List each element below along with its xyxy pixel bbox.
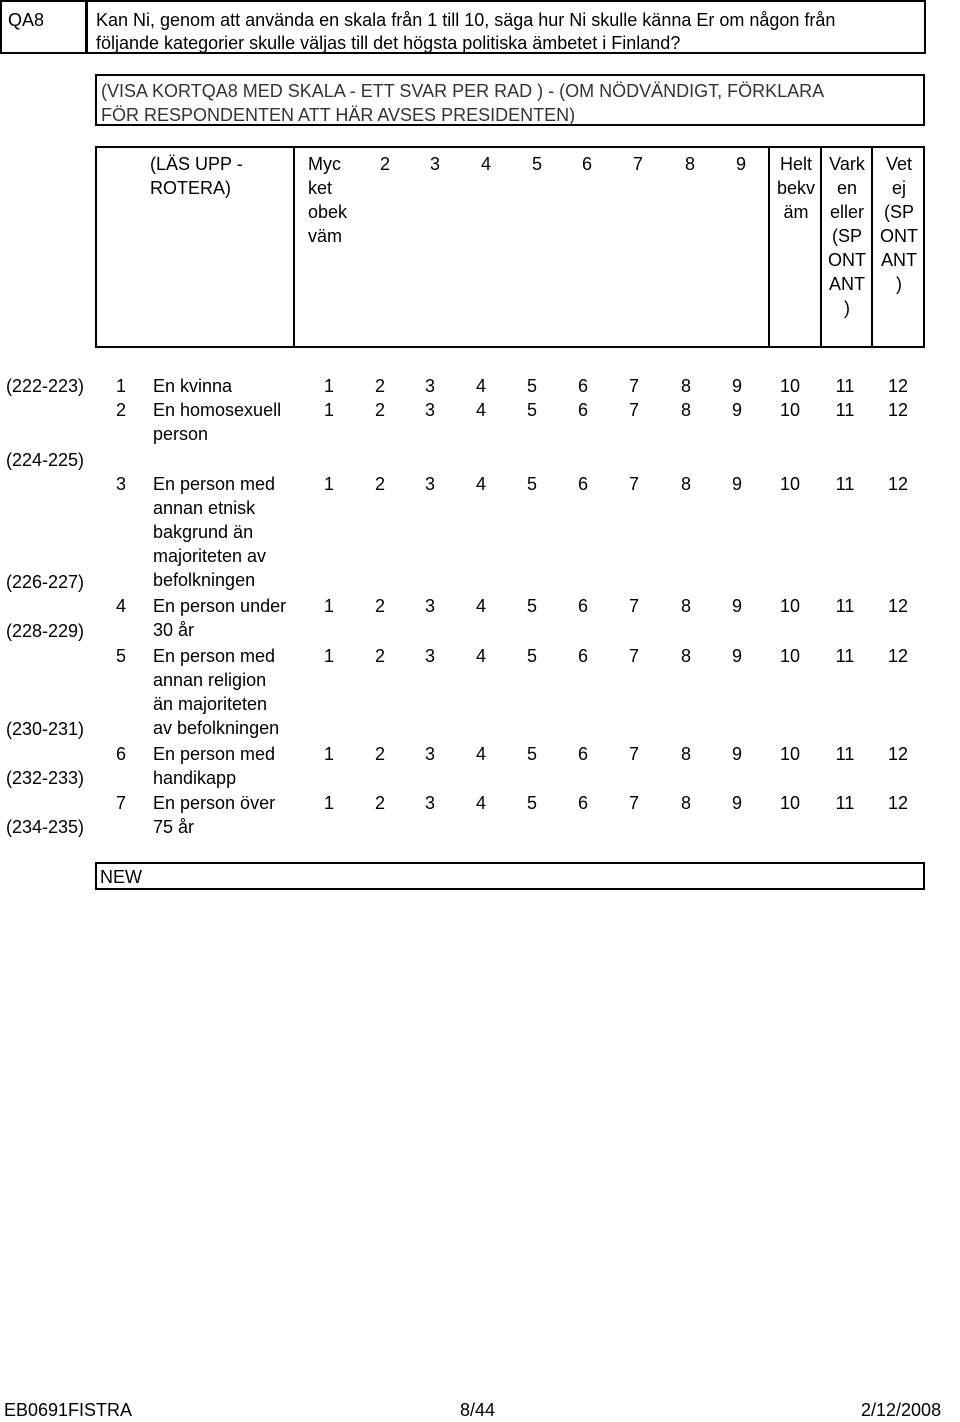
row-code: (222-223) — [6, 376, 85, 396]
answer-option[interactable]: 3 — [424, 474, 435, 494]
answer-option[interactable]: 8 — [680, 376, 691, 396]
header-line: Myc — [308, 154, 341, 174]
answer-option[interactable]: 5 — [526, 793, 537, 813]
rotate-label — [150, 152, 260, 200]
answer-option[interactable]: 11 — [835, 474, 855, 494]
answer-option[interactable]: 7 — [628, 376, 639, 396]
row-label — [153, 742, 313, 790]
row-label — [153, 374, 313, 398]
answer-option[interactable]: 2 — [374, 793, 385, 813]
answer-option[interactable]: 11 — [835, 744, 855, 764]
answer-option[interactable]: 1 — [323, 646, 334, 666]
answer-option[interactable]: 4 — [475, 793, 486, 813]
answer-option[interactable]: 2 — [374, 646, 385, 666]
row-label-line: bakgrund än — [153, 522, 254, 542]
new-label: NEW — [100, 867, 142, 887]
answer-option[interactable]: 10 — [779, 376, 801, 396]
answer-option[interactable]: 7 — [628, 596, 639, 616]
row-label-line: En person med — [153, 744, 276, 764]
answer-option[interactable]: 9 — [731, 744, 742, 764]
question-id-box — [0, 0, 87, 54]
answer-option[interactable]: 8 — [680, 596, 691, 616]
row-label-line: En kvinna — [153, 376, 233, 396]
answer-option[interactable]: 11 — [835, 646, 855, 666]
answer-option[interactable]: 4 — [475, 400, 486, 420]
answer-option[interactable]: 6 — [577, 744, 588, 764]
answer-option[interactable]: 2 — [374, 596, 385, 616]
row-label-line: befolkningen — [153, 570, 256, 590]
footer-page-number: 8/44 — [460, 1400, 496, 1420]
answer-option[interactable]: 4 — [475, 376, 486, 396]
question-id: QA8 — [8, 10, 45, 30]
header-line: Helt — [779, 154, 812, 174]
new-box — [95, 862, 925, 890]
answer-option[interactable]: 9 — [731, 400, 742, 420]
answer-option[interactable]: 1 — [323, 400, 334, 420]
header-line: eller — [829, 202, 864, 222]
answer-option[interactable]: 7 — [628, 646, 639, 666]
answer-option[interactable]: 12 — [887, 474, 909, 494]
answer-option[interactable]: 5 — [526, 744, 537, 764]
row-label-line: En person med — [153, 474, 276, 494]
rotate-label-line: (LÄS UPP - — [150, 154, 243, 174]
instruction-line1: (VISA KORTQA8 MED SKALA - ETT SVAR PER RAD ) - (OM NÖDVÄNDIGT, FÖRKLARA — [101, 81, 825, 101]
answer-option[interactable]: 8 — [680, 646, 691, 666]
answer-option[interactable]: 7 — [628, 474, 639, 494]
header-divider — [768, 146, 770, 348]
answer-option[interactable]: 3 — [424, 793, 435, 813]
answer-option[interactable]: 12 — [887, 646, 909, 666]
answer-option[interactable]: 6 — [577, 400, 588, 420]
answer-option[interactable]: 10 — [779, 400, 801, 420]
row-label-line: person — [153, 424, 209, 444]
answer-option[interactable]: 3 — [424, 376, 435, 396]
row-label-line: 75 år — [153, 817, 195, 837]
answer-option[interactable]: 12 — [887, 744, 909, 764]
answer-option[interactable]: 7 — [628, 744, 639, 764]
answer-option[interactable]: 10 — [779, 744, 801, 764]
answer-option[interactable]: 2 — [374, 376, 385, 396]
scale-number: 9 — [735, 154, 746, 174]
answer-option[interactable]: 1 — [323, 376, 334, 396]
answer-option[interactable]: 12 — [887, 400, 909, 420]
header-line: (SP — [883, 202, 914, 222]
answer-option[interactable]: 5 — [526, 400, 537, 420]
footer-doc-id: EB0691FISTRA — [4, 1400, 133, 1420]
header-line: ONT — [880, 226, 918, 246]
answer-option[interactable]: 4 — [475, 744, 486, 764]
answer-option[interactable]: 6 — [577, 646, 588, 666]
header-line: ANT — [829, 274, 865, 294]
totally-comfortable-label — [772, 152, 820, 224]
question-text-box — [86, 0, 926, 54]
row-code: (230-231) — [6, 719, 85, 739]
scale-number: 8 — [684, 154, 695, 174]
header-line: Vark — [829, 154, 865, 174]
answer-option[interactable]: 6 — [577, 793, 588, 813]
answer-option[interactable]: 2 — [374, 744, 385, 764]
header-line: Vet — [885, 154, 913, 174]
row-label-line: majoriteten av — [153, 546, 267, 566]
row-label — [153, 594, 313, 642]
very-uncomfortable-label — [308, 152, 358, 248]
answer-option[interactable]: 12 — [887, 596, 909, 616]
scale-number: 6 — [581, 154, 592, 174]
answer-option[interactable]: 9 — [731, 793, 742, 813]
row-label-line: av befolkningen — [153, 718, 280, 738]
row-label — [153, 791, 313, 839]
answer-option[interactable]: 6 — [577, 376, 588, 396]
row-number: 7 — [116, 793, 127, 813]
answer-option[interactable]: 10 — [779, 474, 801, 494]
row-label-line: En person med — [153, 646, 276, 666]
answer-option[interactable]: 10 — [779, 646, 801, 666]
row-label-line: annan etnisk — [153, 498, 256, 518]
question-text-line1: Kan Ni, genom att använda en skala från 1 till 10, säga hur Ni skulle känna Er om någon från — [96, 10, 836, 30]
row-code: (224-225) — [6, 450, 85, 470]
row-label — [153, 398, 313, 446]
row-number: 1 — [116, 376, 127, 396]
interviewer-instruction-box — [95, 74, 925, 126]
header-line: ) — [896, 274, 902, 294]
scale-number: 2 — [379, 154, 390, 174]
rotate-label-line: ROTERA) — [150, 178, 231, 198]
scale-number: 5 — [531, 154, 542, 174]
answer-option[interactable]: 1 — [323, 596, 334, 616]
header-line: ej — [891, 178, 906, 198]
answer-option[interactable]: 11 — [835, 596, 855, 616]
row-number: 6 — [116, 744, 127, 764]
row-number: 3 — [116, 474, 127, 494]
row-label-line: än majoriteten — [153, 694, 268, 714]
neither-label — [822, 152, 872, 320]
header-line: ONT — [828, 250, 866, 270]
header-line: äm — [783, 202, 809, 222]
row-code: (226-227) — [6, 572, 85, 592]
header-divider — [293, 146, 295, 348]
header-line: ) — [844, 298, 850, 318]
answer-option[interactable]: 11 — [835, 793, 855, 813]
answer-option[interactable]: 9 — [731, 376, 742, 396]
answer-option[interactable]: 9 — [731, 474, 742, 494]
answer-option[interactable]: 12 — [887, 376, 909, 396]
answer-option[interactable]: 11 — [835, 400, 855, 420]
answer-option[interactable]: 6 — [577, 596, 588, 616]
answer-option[interactable]: 5 — [526, 646, 537, 666]
answer-option[interactable]: 3 — [424, 400, 435, 420]
question-text-line2: följande kategorier skulle väljas till det högsta politiska ämbetet i Finland? — [96, 33, 681, 53]
dont-know-label — [873, 152, 925, 296]
answer-option[interactable]: 8 — [680, 793, 691, 813]
answer-option[interactable]: 8 — [680, 474, 691, 494]
answer-option[interactable]: 1 — [323, 474, 334, 494]
answer-option[interactable]: 4 — [475, 646, 486, 666]
answer-option[interactable]: 6 — [577, 474, 588, 494]
answer-option[interactable]: 10 — [779, 793, 801, 813]
answer-option[interactable]: 5 — [526, 474, 537, 494]
row-code: (228-229) — [6, 621, 85, 641]
row-number: 2 — [116, 400, 127, 420]
row-label-line: handikapp — [153, 768, 237, 788]
answer-option[interactable]: 4 — [475, 596, 486, 616]
answer-option[interactable]: 5 — [526, 376, 537, 396]
header-line: (SP — [831, 226, 862, 246]
answer-option[interactable]: 1 — [323, 793, 334, 813]
answer-option[interactable]: 7 — [628, 400, 639, 420]
answer-option[interactable]: 3 — [424, 596, 435, 616]
row-label-line: En homosexuell — [153, 400, 282, 420]
answer-option[interactable]: 11 — [835, 376, 855, 396]
row-code: (232-233) — [6, 768, 85, 788]
answer-option[interactable]: 9 — [731, 596, 742, 616]
header-line: ket — [308, 178, 333, 198]
answer-option[interactable]: 7 — [628, 793, 639, 813]
answer-option[interactable]: 3 — [424, 744, 435, 764]
row-number: 4 — [116, 596, 127, 616]
answer-option[interactable]: 1 — [323, 744, 334, 764]
footer-date: 2/12/2008 — [861, 1400, 942, 1420]
row-label-line: 30 år — [153, 620, 195, 640]
row-label-line: En person över — [153, 793, 276, 813]
answer-option[interactable]: 12 — [887, 793, 909, 813]
row-code: (234-235) — [6, 817, 85, 837]
header-line: ANT — [881, 250, 917, 270]
answer-option[interactable]: 2 — [374, 474, 385, 494]
header-line: bekv — [776, 178, 816, 198]
answer-option[interactable]: 9 — [731, 646, 742, 666]
answer-option[interactable]: 10 — [779, 596, 801, 616]
row-label — [153, 644, 313, 740]
scale-number: 3 — [429, 154, 440, 174]
header-line: väm — [308, 226, 343, 246]
row-label-line: En person under — [153, 596, 287, 616]
row-label — [153, 472, 313, 592]
answer-option[interactable]: 8 — [680, 400, 691, 420]
answer-option[interactable]: 5 — [526, 596, 537, 616]
answer-option[interactable]: 8 — [680, 744, 691, 764]
scale-number: 4 — [480, 154, 491, 174]
header-line: obek — [308, 202, 348, 222]
row-number: 5 — [116, 646, 127, 666]
row-label-line: annan religion — [153, 670, 267, 690]
header-line: en — [836, 178, 858, 198]
instruction-line2: FÖR RESPONDENTEN ATT HÄR AVSES PRESIDENTEN) — [101, 105, 576, 125]
answer-option[interactable]: 2 — [374, 400, 385, 420]
answer-option[interactable]: 4 — [475, 474, 486, 494]
answer-option[interactable]: 3 — [424, 646, 435, 666]
scale-number: 7 — [632, 154, 643, 174]
